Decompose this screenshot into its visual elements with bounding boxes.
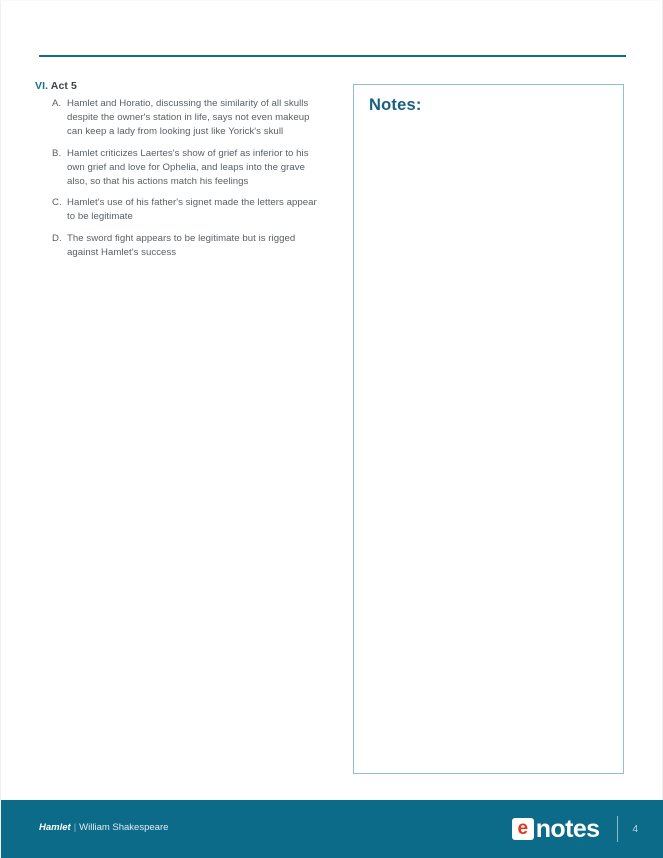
section-heading <box>35 79 327 93</box>
list-item-marker: C. <box>52 197 62 209</box>
header-rule <box>39 55 626 57</box>
outline-column <box>35 79 327 267</box>
notes-title: Notes: <box>369 96 422 114</box>
list-item-text: Hamlet and Horatio, discussing the similarity of all skulls despite the owner's station in life, says not even makeup can keep a lady from looking just like Yorick's skull <box>67 98 310 138</box>
footer-separator: | <box>73 822 77 833</box>
footer-author: William Shakespeare <box>79 822 169 833</box>
list-item <box>35 97 327 140</box>
section-title: Act 5 <box>50 80 77 92</box>
footer-divider <box>617 816 618 842</box>
list-item-marker: D. <box>52 232 62 244</box>
list-item <box>35 232 327 260</box>
list-item <box>35 147 327 190</box>
page-footer <box>1 800 663 858</box>
list-item-text: The sword fight appears to be legitimate but is rigged against Hamlet's success <box>67 232 296 258</box>
enotes-wordmark: notes <box>535 814 600 843</box>
section-numeral: VI. <box>35 80 49 92</box>
footer-work-title: Hamlet <box>39 822 71 833</box>
list-item <box>35 196 327 224</box>
enotes-logo[interactable] <box>512 814 638 844</box>
notes-box[interactable] <box>353 84 624 774</box>
enotes-e-icon <box>512 818 534 840</box>
list-item-text: Hamlet's use of his father's signet made the letters appear to be legitimate <box>67 197 317 223</box>
list-item-text: Hamlet criticizes Laertes's show of grief as inferior to his own grief and love for Ophelia, and leaps into the grave also, so that his actions match his feelings <box>67 147 309 188</box>
list-item-marker: A. <box>52 98 62 109</box>
list-item-marker: B. <box>52 147 62 159</box>
page-number: 4 <box>632 823 638 835</box>
enotes-e-letter: e <box>517 817 529 839</box>
footer-citation <box>39 822 168 833</box>
outline-list <box>35 97 327 260</box>
